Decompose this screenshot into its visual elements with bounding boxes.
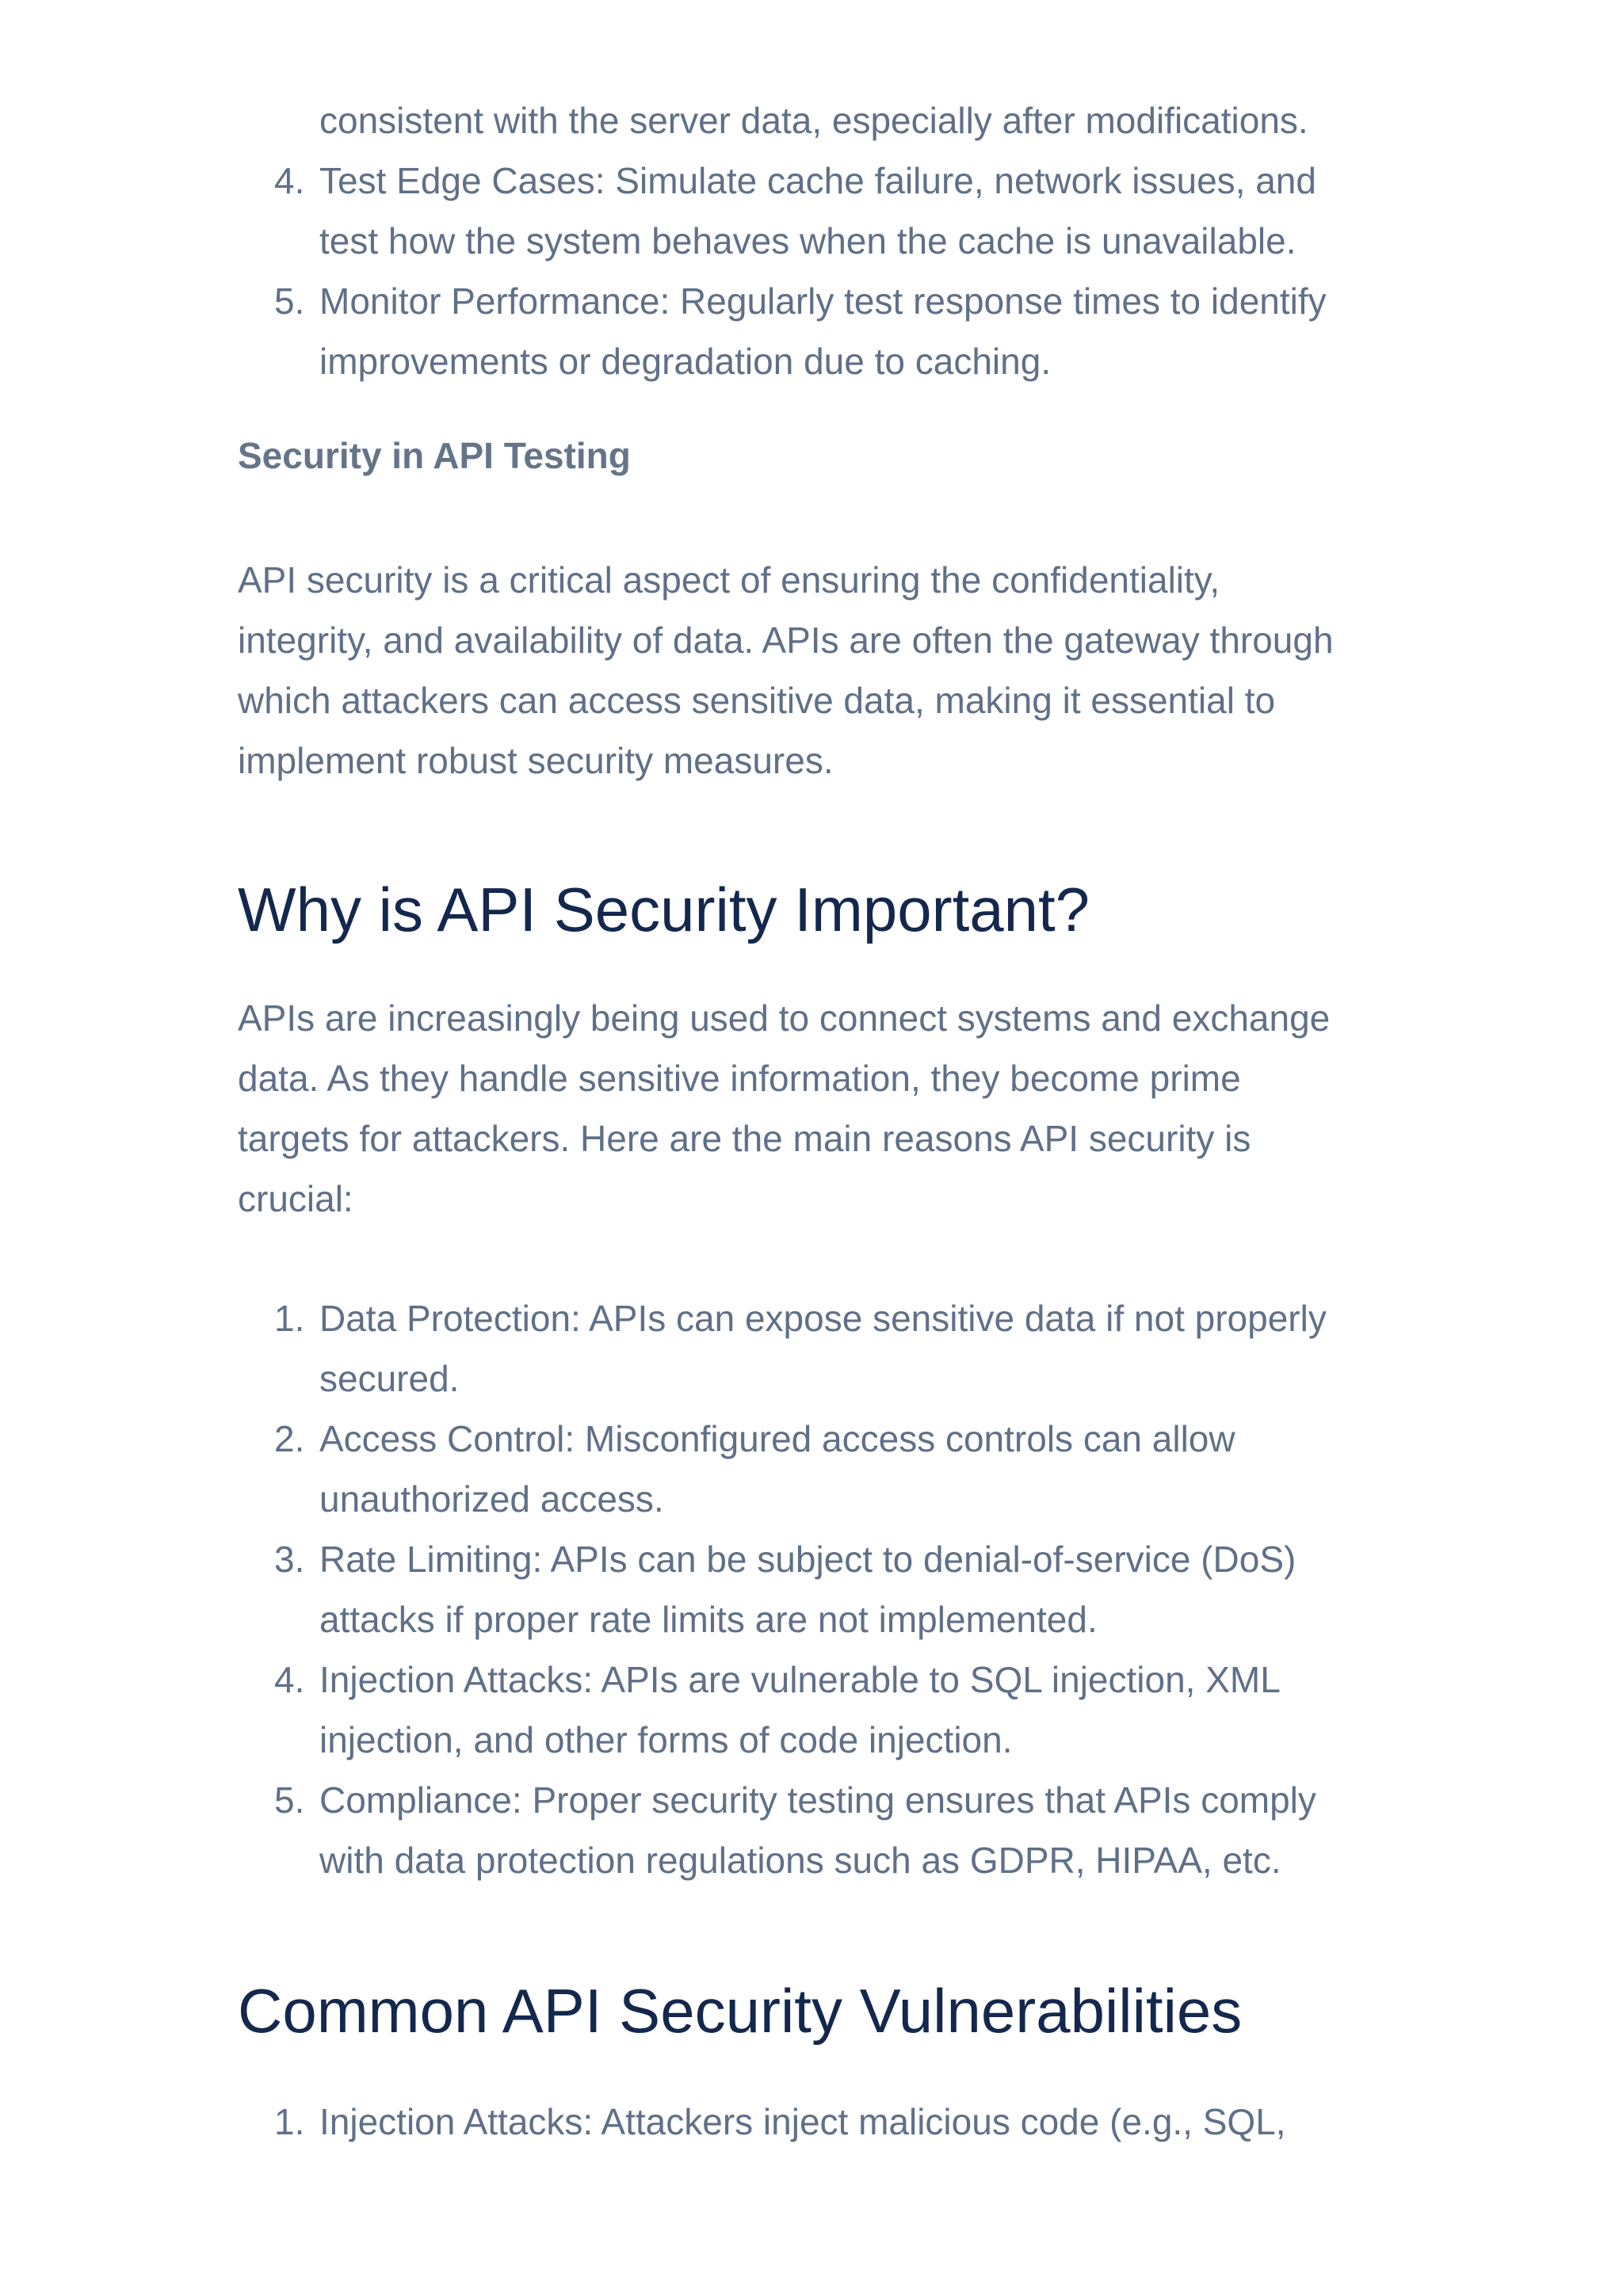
- paragraph-line: data. As they handle sensitive information, they become prime: [238, 1058, 1241, 1099]
- paragraph-line: APIs are increasingly being used to connect systems and exchange: [238, 997, 1331, 1039]
- list-item: [238, 2092, 1426, 2152]
- list-item-text: Test Edge Cases: Simulate cache failure, network issues, and: [319, 160, 1316, 201]
- list-item: [238, 1529, 1426, 1650]
- why-paragraph: [238, 988, 1426, 1229]
- list-item-number: 5.: [274, 280, 305, 322]
- list-item: [238, 151, 1426, 271]
- vulnerabilities-list: [238, 2092, 1426, 2152]
- list-item: [238, 1288, 1426, 1409]
- paragraph-line: implement robust security measures.: [238, 740, 834, 781]
- list-item: [238, 1409, 1426, 1529]
- paragraph-line: API security is a critical aspect of ensuring the confidentiality,: [238, 559, 1220, 601]
- list-item-text: Monitor Performance: Regularly test response times to identify: [319, 280, 1327, 322]
- reasons-list: [238, 1288, 1426, 1890]
- list-item-number: 1.: [274, 1298, 305, 1339]
- list-item-text: Injection Attacks: APIs are vulnerable to SQL injection, XML: [319, 1659, 1281, 1700]
- list-item: [238, 1770, 1426, 1890]
- paragraph-line: which attackers can access sensitive data, making it essential to: [238, 680, 1276, 721]
- security-paragraph: [238, 550, 1426, 791]
- list-item: [238, 1650, 1426, 1770]
- list-item-text: consistent with the server data, especially after modifications.: [319, 100, 1308, 141]
- list-item-text: Access Control: Misconfigured access controls can allow: [319, 1418, 1235, 1459]
- list-item-text: Rate Limiting: APIs can be subject to denial-of-service (DoS): [319, 1539, 1296, 1580]
- section-subheading: Security in API Testing: [238, 435, 631, 476]
- list-item-text: attacks if proper rate limits are not implemented.: [319, 1599, 1098, 1640]
- list-item-text: Compliance: Proper security testing ensures that APIs comply: [319, 1779, 1316, 1821]
- section-heading: Common API Security Vulnerabilities: [238, 1976, 1243, 2046]
- list-item-text: Injection Attacks: Attackers inject malicious code (e.g., SQL,: [319, 2101, 1286, 2142]
- list-item-number: 4.: [274, 160, 305, 201]
- list-item-text: test how the system behaves when the cache is unavailable.: [319, 220, 1296, 261]
- list-item-number: 4.: [274, 1659, 305, 1700]
- list-item-text: Data Protection: APIs can expose sensitive data if not properly: [319, 1298, 1327, 1339]
- list-item: [238, 90, 1426, 151]
- paragraph-line: crucial:: [238, 1178, 353, 1219]
- list-item-text: injection, and other forms of code injection.: [319, 1719, 1013, 1760]
- section-heading: Why is API Security Important?: [238, 875, 1090, 944]
- list-item-text: with data protection regulations such as GDPR, HIPAA, etc.: [319, 1840, 1281, 1881]
- list-item: [238, 271, 1426, 391]
- list-item-text: unauthorized access.: [319, 1478, 664, 1520]
- paragraph-line: integrity, and availability of data. APIs are often the gateway through: [238, 620, 1334, 661]
- list-item-text: improvements or degradation due to caching.: [319, 341, 1052, 382]
- list-item-text: secured.: [319, 1358, 460, 1399]
- caching-steps-list: [238, 90, 1426, 391]
- list-item-number: 5.: [274, 1779, 305, 1821]
- list-item-number: 2.: [274, 1418, 305, 1459]
- list-item-number: 3.: [274, 1539, 305, 1580]
- document-page: [238, 0, 1426, 2296]
- list-item-number: 1.: [274, 2101, 305, 2142]
- paragraph-line: targets for attackers. Here are the main reasons API security is: [238, 1118, 1251, 1159]
